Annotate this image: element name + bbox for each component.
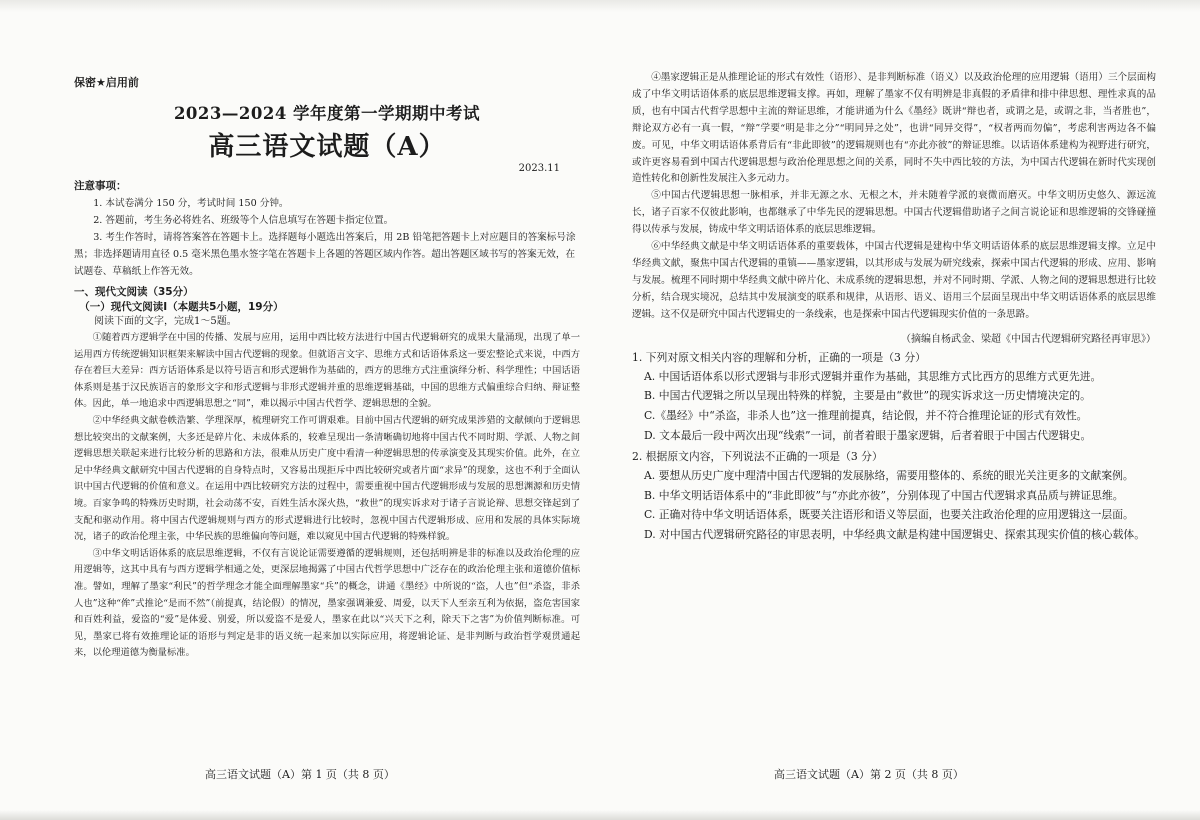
source-citation: （摘编自杨武金、梁超《中国古代逻辑研究路径再审思》） [901, 333, 1156, 345]
exam-date: 2023.11 [518, 163, 560, 174]
question-1-option: B. 中国古代逻辑之所以呈现出特殊的样貌，主要是由“救世”的现实诉求这一历史情境决定的。 [644, 389, 1091, 403]
passage-paragraph-6: ⑥中华经典文献是中华文明话语体系的重要载体，中国古代逻辑是建构中华文明话语体系的底层思维逻辑支撑。立足中华经典文献，聚焦中国古代逻辑的重镇——墨家逻辑，以其形成与发展为研究线索，探索中国古代逻辑的形成、应用、影响与发展。梳理不同时期中华经典文献中碎片化、未成系统的逻辑思想，并对不同时期、学派、人物之间的逻辑思想进行比较分析，结合现实境况，总结其中发展演变的联系和规律，从语形、语义、语用三个层面呈现出中华文明话语体系的底层思维逻辑。这不仅是研究中国古代逻辑史的一条线索，也是探索中国古代逻辑现实价值的一条思路。 [632, 241, 1156, 320]
question-1-option: A. 中国话语体系以形式逻辑与非形式逻辑并重作为基础，其思维方式比西方的思维方式更先进。 [644, 369, 1102, 383]
passage-paragraph-1: ①随着西方逻辑学在中国的传播、发展与应用，运用中西比较方法进行中国古代逻辑研究的成果大量涌现，出现了单一运用西方传统逻辑知识框架来解读中国古代逻辑的现象。但就语言文字、思维方式和话语体系这一要宏整论式来说，中西方存在着巨大差异：西方话语体系是以符号语言和形式逻辑作为基础的，西方的思维方式注重演绎分析、科学理性；中国话语体系则是基于汉民族语言的象形文字和形式逻辑与非形式逻辑并重的思维逻辑基础，中国的思维方式偏重综合归纳、辩证整体。因此，单一地追求中西逻辑思想之“同”，难以揭示中国古代哲学、逻辑思想的全貌。 [74, 332, 580, 410]
passage-paragraph-5: ⑤中国古代逻辑思想一脉相承，并非无源之水、无根之木，并未随着学派的衰微而磨灭。中华文明历史悠久、源远流长，诸子百家不仅彼此影响，也都继承了中华先民的逻辑思想。中国古代逻辑借助诸子之间言说论证和思维逻辑的交锋碰撞得以传承与发展，铸成中华文明话语体系的底层思维逻辑。 [632, 190, 1156, 236]
question-2-option: B. 中华文明话语体系中的“非此即彼”与“亦此亦彼”，分别体现了中国古代逻辑求真品质与辨证思维。 [644, 488, 1124, 502]
passage-paragraph-3: ③中华文明话语体系的底层思维逻辑，不仅有言说论证需要遵循的逻辑规则，还包括明辨是非的标准以及政治伦理的应用逻辑等，这其中具有与西方逻辑学相通之处，更深层地揭露了中国古代哲学思想中广泛存在的政治伦理主张和道德价值标准。譬如，理解了墨家“利民”的哲学理念才能全面理解墨家“兵”的概念，讲通《墨经》中所说的“盗，人也”但“杀盗，非杀人也”这种“侔”式推论“是而不然”（前提真，结论假）的情况，墨家强调兼爱、周爱，以天下人至亲互利为依据，盗危害国家和百姓利益，爱盗的“爱”是体爱、别爱，所以爱盗不是爱人，墨家在此以“兴天下之利，除天下之害”为价值判断标准。可见，墨家已将有效推理论证的语形与判定是非的语义统一起来加以实际应用，将逻辑论证、是非判断与政治哲学观贯通起来，以伦理道德为衡量标准。 [74, 547, 580, 659]
subsection-heading: （一）现代文阅读Ⅰ（本题共5小题，19分） [79, 301, 284, 313]
section-heading: 一、现代文阅读（35分） [74, 286, 194, 298]
exam-title: 2023—2024 学年度第一学期期中考试 [173, 104, 481, 123]
exam-page-2 [606, 0, 1200, 820]
question-1-stem: 1. 下列对原文相关内容的理解和分析，正确的一项是（3 分） [632, 350, 926, 364]
page-footer: 高三语文试题（A）第 2 页（共 8 页） [774, 768, 964, 781]
notice-title: 注意事项： [74, 180, 127, 192]
notice-item: 3. 考生作答时，请将答案答在答题卡上。选择题每小题选出答案后，用 2B 铅笔把答题卡上对应题目的答案标号涂黑；非选择题请用直径 0.5 毫米黑色墨水签字笔在答题卡上各题的答题区域内作答。超出答题区域书写的答案无效，在试题卷、草稿纸上作答无效。 [74, 232, 576, 277]
scan-edge-bottom [0, 810, 1200, 820]
question-1-option: D. 文本最后一段中两次出现“线索”一词，前者着眼于墨家逻辑，后者着眼于中国古代逻辑史。 [644, 428, 1092, 442]
notice-item: 2. 答题前，考生务必将姓名、班级等个人信息填写在答题卡指定位置。 [93, 215, 394, 226]
confidential-mark: 保密★启用前 [74, 76, 139, 89]
question-2-option: D. 对中国古代逻辑研究路径的审思表明，中华经典文献是构建中国逻辑史、探索其现实价值的核心载体。 [644, 528, 1145, 542]
passage-paragraph-2: ②中华经典文献卷帙浩繁、学理深厚，梳理研究工作可谓艰难。目前中国古代逻辑的研究成果涉猎的文献倾向于逻辑思想比较突出的文献案例，大多还是碎片化、未成体系的，较难呈现出一条清晰确切地将中国古代不同时期、学派、人物之间逻辑思想关联起来进行比较分析的思路和方法，很难从历史广度中看清一种逻辑思想的传承演变及其现实价值。此外，在立足中华经典文献研究中国古代逻辑的自身特点时，又容易出现拒斥中西比较研究或者片面“求异”的现象，这也不利于全面认识中国古代逻辑的价值和意义。在运用中西比较研究方法的过程中，需要重视中国古代逻辑形成与发展的思想渊源和历史情境。百家争鸣的特殊历史时期，社会动荡不安，百姓生活水深火热，“救世”的现实诉求对于诸子言说论辩、思想交锋起到了支配和驱动作用。将中国古代逻辑规则与西方的形式逻辑进行比较时，忽视中国古代逻辑形成、应用和发展的具体实际境况，诸子的政治伦理主张，中华民族的思维偏向等问题，难以窥见中国古代逻辑的特殊样貌。 [74, 414, 580, 543]
notice-item: 1. 本试卷满分 150 分，考试时间 150 分钟。 [93, 198, 289, 209]
question-1-option: C.《墨经》中“杀盗，非杀人也”这一推理前提真，结论假，并不符合推理论证的形式有效性。 [644, 409, 1088, 423]
passage-paragraph-4: ④墨家逻辑正是从推理论证的形式有效性（语形）、是非判断标准（语义）以及政治伦理的应用逻辑（语用）三个层面构成了中华文明话语体系的底层思维逻辑支撑。再如，理解了墨家不仅有明辨是非真假的矛盾律和排中律思想、理性求真的品质，也有中国古代哲学思想中主流的辩证思维，才能讲通为什么《墨经》既讲“辩也者，或谓之是，或谓之非，当者胜也”，辩论双方必有一真一假，“辩”学要“明是非之分”“明同异之处”，也讲“同异交得”，“权者两而勿偏”，考虑利害两边各不偏废。可见，中华文明话语体系背后有“非此即彼”的逻辑规则也有“亦此亦彼”的辩证思维。以话语体系建构为视野进行研究，或许更容易看到中国古代逻辑思想与政治伦理思想之间的关系，同时不失中西比较的方法，为中国古代逻辑在新时代实现创造性转化和创新性发展注入多元动力。 [632, 72, 1156, 185]
question-2-option: A. 要想从历史广度中理清中国古代逻辑的发展脉络，需要用整体的、系统的眼光关注更多的文献案例。 [644, 468, 1134, 482]
question-2-stem: 2. 根据原文内容，下列说法不正确的一项是（3 分） [632, 449, 883, 463]
page-footer: 高三语文试题（A）第 1 页（共 8 页） [205, 768, 395, 781]
subject-title: 高三语文试题（A） [208, 132, 446, 162]
question-2-option: C. 正确对待中华文明话语体系，既要关注语形和语义等层面，也要关注政治伦理的应用逻辑这一层面。 [644, 508, 1134, 522]
reading-instruction: 阅读下面的文字，完成1～5题。 [94, 316, 237, 327]
